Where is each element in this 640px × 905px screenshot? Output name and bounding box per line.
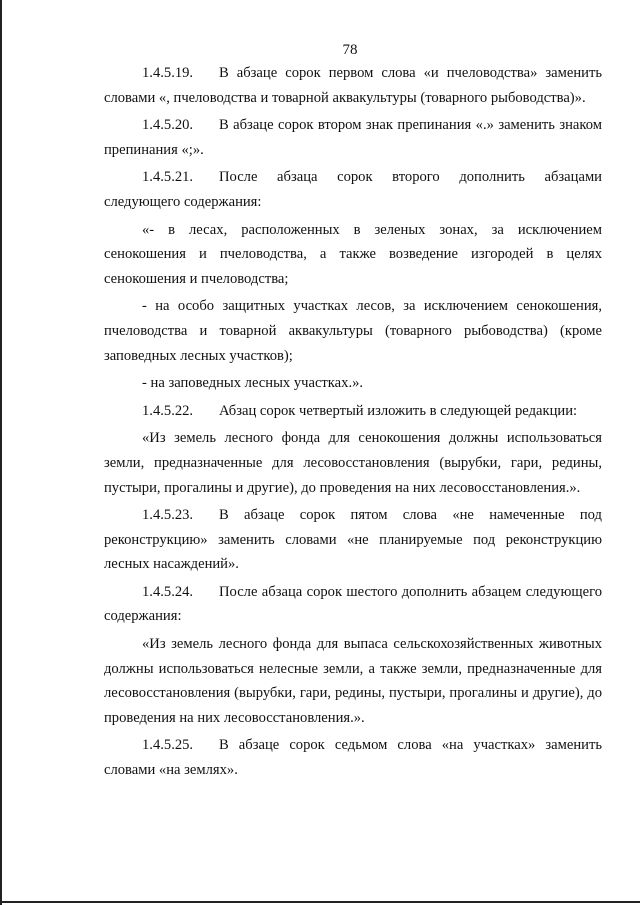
paragraph-1-4-5-22 — [104, 399, 602, 424]
clause-number: 1.4.5.23. — [142, 507, 194, 524]
paragraph-1-4-5-24 — [104, 580, 602, 629]
quoted-paragraph-grazing: «Из земель лесного фонда для выпаса сельскохозяйственных животных должны использоваться нелесные земли, а также земли, предназначенные для лесовосстановления (вырубки, гари, редины, пустыри, прогалины и другие), до проведения на них лесовосстановления.». — [104, 636, 602, 726]
clause-number: 1.4.5.24. — [142, 583, 194, 600]
paragraph-1-4-5-20 — [104, 113, 602, 162]
paragraph-text: После абзаца сорок второго дополнить абзацами следующего содержания: — [104, 169, 602, 210]
paragraph-text: В абзаце сорок седьмом слова «на участках» заменить словами «на землях». — [104, 737, 602, 779]
clause-number: 1.4.5.25. — [142, 737, 194, 754]
clause-number: 1.4.5.22. — [142, 402, 194, 419]
paragraph-text: В абзаце сорок втором знак препинания «.» заменить знаком препинания «;». — [104, 117, 602, 158]
paragraph-1-4-5-19 — [104, 61, 602, 110]
clause-number: 1.4.5.20. — [142, 117, 194, 134]
paragraph-text: В абзаце сорок пятом слова «не намеченные под реконструкцию» заменить словами «не планируемые под реконструкцию лесных насаждений». — [104, 507, 602, 573]
clause-number: 1.4.5.21. — [142, 169, 194, 186]
quoted-paragraph-green-zones: «- в лесах, расположенных в зеленых зонах, за исключением сенокошения и пчеловодства, а также возведение изгородей в целях сенокошения и пчеловодства; — [104, 221, 602, 287]
paragraph-1-4-5-25 — [104, 733, 602, 782]
paragraph-1-4-5-23 — [104, 503, 602, 577]
paragraph-1-4-5-21 — [104, 165, 602, 214]
paragraph-text: В абзаце сорок первом слова «и пчеловодства» заменить словами «, пчеловодства и товарной аквакультуры (товарного рыбоводства)». — [104, 65, 602, 106]
paragraph-text: Абзац сорок четвертый изложить в следующей редакции: — [219, 402, 578, 419]
page-number: 78 — [342, 42, 358, 58]
paragraph-text: После абзаца сорок шестого дополнить абзацем следующего содержания: — [104, 583, 602, 625]
quoted-paragraph-protective-areas: - на особо защитных участках лесов, за исключением сенокошения, пчеловодства и товарной аквакультуры (товарного рыбоводства) (кроме заповедных лесных участков); — [104, 298, 602, 364]
quoted-paragraph-haymaking: «Из земель лесного фонда для сенокошения должны использоваться земли, предназначенные для лесовосстановления (вырубки, гари, редины, пустыри, прогалины и другие), до проведения на них лесовосстановления.». — [104, 430, 602, 496]
clause-number: 1.4.5.19. — [142, 65, 194, 81]
quoted-paragraph-reserved-areas: - на заповедных лесных участках.». — [142, 375, 364, 392]
